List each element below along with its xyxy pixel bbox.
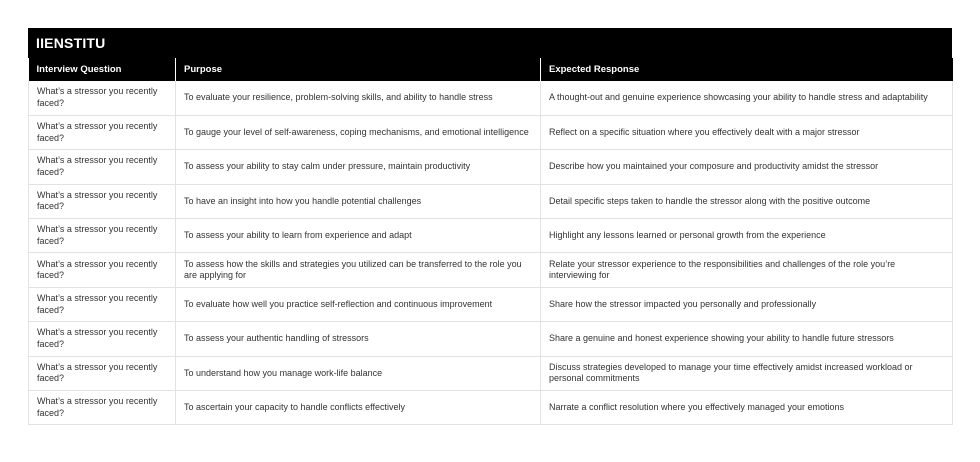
cell-purpose: To assess your ability to stay calm under pressure, maintain productivity: [176, 150, 541, 184]
cell-purpose: To ascertain your capacity to handle conflicts effectively: [176, 391, 541, 425]
cell-response: Narrate a conflict resolution where you effectively managed your emotions: [541, 391, 953, 425]
brand-title: IIENSTITU: [28, 28, 952, 58]
cell-response: A thought-out and genuine experience showcasing your ability to handle stress and adaptability: [541, 81, 953, 115]
table-row: [29, 322, 953, 356]
cell-purpose: To assess your ability to learn from experience and adapt: [176, 219, 541, 253]
table-row: [29, 184, 953, 218]
table-row: [29, 115, 953, 149]
table-row: [29, 287, 953, 321]
cell-purpose: To understand how you manage work-life balance: [176, 356, 541, 390]
cell-response: Share a genuine and honest experience showing your ability to handle future stressors: [541, 322, 953, 356]
cell-question: What’s a stressor you recently faced?: [29, 81, 176, 115]
table-row: [29, 150, 953, 184]
table-row: [29, 219, 953, 253]
cell-response: Describe how you maintained your composure and productivity amidst the stressor: [541, 150, 953, 184]
column-header-purpose: Purpose: [176, 58, 541, 81]
interview-table-container: [28, 28, 952, 425]
table-row: [29, 391, 953, 425]
table-row: [29, 81, 953, 115]
cell-response: Discuss strategies developed to manage your time effectively amidst increased workload or personal commitments: [541, 356, 953, 390]
cell-purpose: To have an insight into how you handle potential challenges: [176, 184, 541, 218]
cell-purpose: To gauge your level of self-awareness, coping mechanisms, and emotional intelligence: [176, 115, 541, 149]
table-row: [29, 356, 953, 390]
cell-purpose: To assess your authentic handling of stressors: [176, 322, 541, 356]
cell-question: What’s a stressor you recently faced?: [29, 287, 176, 321]
column-header-response: Expected Response: [541, 58, 953, 81]
cell-response: Highlight any lessons learned or personal growth from the experience: [541, 219, 953, 253]
cell-response: Detail specific steps taken to handle the stressor along with the positive outcome: [541, 184, 953, 218]
table-row: [29, 253, 953, 287]
cell-purpose: To evaluate how well you practice self-reflection and continuous improvement: [176, 287, 541, 321]
cell-question: What’s a stressor you recently faced?: [29, 322, 176, 356]
cell-purpose: To evaluate your resilience, problem-solving skills, and ability to handle stress: [176, 81, 541, 115]
column-header-question: Interview Question: [29, 58, 176, 81]
cell-response: Relate your stressor experience to the responsibilities and challenges of the role you’re interviewing for: [541, 253, 953, 287]
cell-question: What’s a stressor you recently faced?: [29, 391, 176, 425]
cell-question: What’s a stressor you recently faced?: [29, 356, 176, 390]
cell-question: What’s a stressor you recently faced?: [29, 150, 176, 184]
cell-question: What’s a stressor you recently faced?: [29, 115, 176, 149]
cell-response: Share how the stressor impacted you personally and professionally: [541, 287, 953, 321]
cell-question: What’s a stressor you recently faced?: [29, 253, 176, 287]
interview-table: [28, 58, 953, 425]
cell-question: What’s a stressor you recently faced?: [29, 184, 176, 218]
cell-question: What’s a stressor you recently faced?: [29, 219, 176, 253]
table-header-row: [29, 58, 953, 81]
cell-response: Reflect on a specific situation where you effectively dealt with a major stressor: [541, 115, 953, 149]
cell-purpose: To assess how the skills and strategies you utilized can be transferred to the role you are applying for: [176, 253, 541, 287]
